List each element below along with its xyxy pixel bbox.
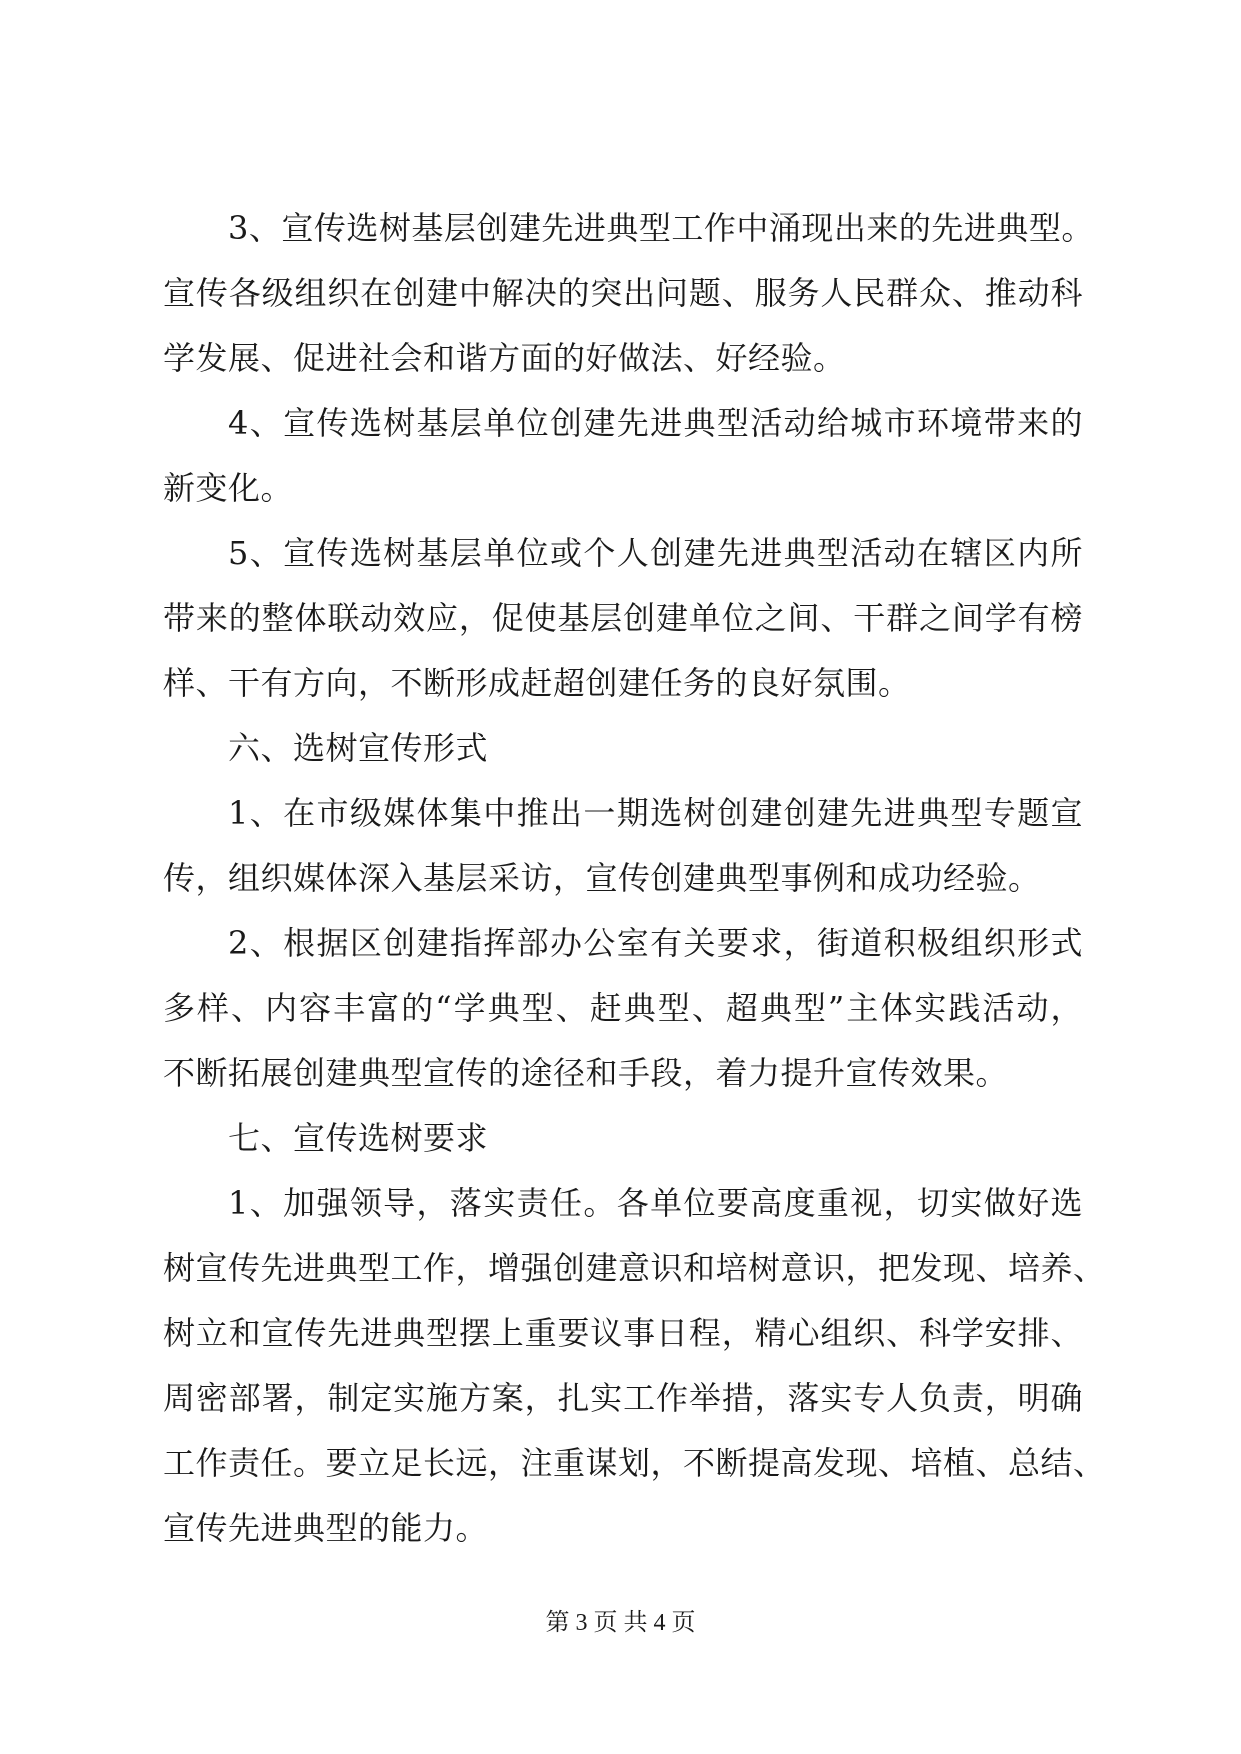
paragraph-line: 不断拓展创建典型宣传的途径和手段，着力提升宣传效果。 (163, 1054, 1009, 1092)
paragraph-line: 树立和宣传先进典型摆上重要议事日程，精心组织、科学安排、 (163, 1314, 1083, 1352)
paragraph-line: 新变化。 (163, 469, 294, 507)
paragraph-line: 4、宣传选树基层单位创建先进典型活动给城市环境带来的 (228, 404, 1083, 442)
paragraph-line: 工作责任。要立足长远，注重谋划，不断提高发现、培植、总结、 (163, 1444, 1106, 1482)
paragraph-line: 传，组织媒体深入基层采访，宣传创建典型事例和成功经验。 (163, 859, 1041, 897)
paragraph-line: 宣传先进典型的能力。 (163, 1509, 489, 1547)
section-heading: 六、选树宣传形式 (228, 729, 489, 767)
paragraph-line: 1、在市级媒体集中推出一期选树创建创建先进典型专题宣 (228, 794, 1083, 832)
paragraph-line: 周密部署，制定实施方案，扎实工作举措，落实专人负责，明确 (163, 1379, 1083, 1417)
paragraph-line: 树宣传先进典型工作，增强创建意识和培树意识，把发现、培养、 (163, 1249, 1106, 1287)
paragraph-line: 样、干有方向，不断形成赶超创建任务的良好氛围。 (163, 664, 911, 702)
page-number-footer: 第 3 页 共 4 页 (545, 1610, 696, 1636)
section-heading: 七、宣传选树要求 (228, 1119, 489, 1157)
document-body (163, 196, 1106, 1561)
paragraph-line: 带来的整体联动效应，促使基层创建单位之间、干群之间学有榜 (163, 599, 1083, 637)
paragraph-line: 多样、内容丰富的“学典型、赶典型、超典型”主体实践活动， (163, 989, 1083, 1027)
paragraph-line: 学发展、促进社会和谐方面的好做法、好经验。 (163, 339, 846, 377)
paragraph-line: 3、宣传选树基层创建先进典型工作中涌现出来的先进典型。 (228, 209, 1094, 247)
paragraph-line: 宣传各级组织在创建中解决的突出问题、服务人民群众、推动科 (163, 274, 1083, 312)
paragraph-line: 2、根据区创建指挥部办公室有关要求，街道积极组织形式 (228, 924, 1083, 962)
paragraph-line: 1、加强领导，落实责任。各单位要高度重视，切实做好选 (228, 1184, 1083, 1222)
paragraph-line: 5、宣传选树基层单位或个人创建先进典型活动在辖区内所 (228, 534, 1083, 572)
